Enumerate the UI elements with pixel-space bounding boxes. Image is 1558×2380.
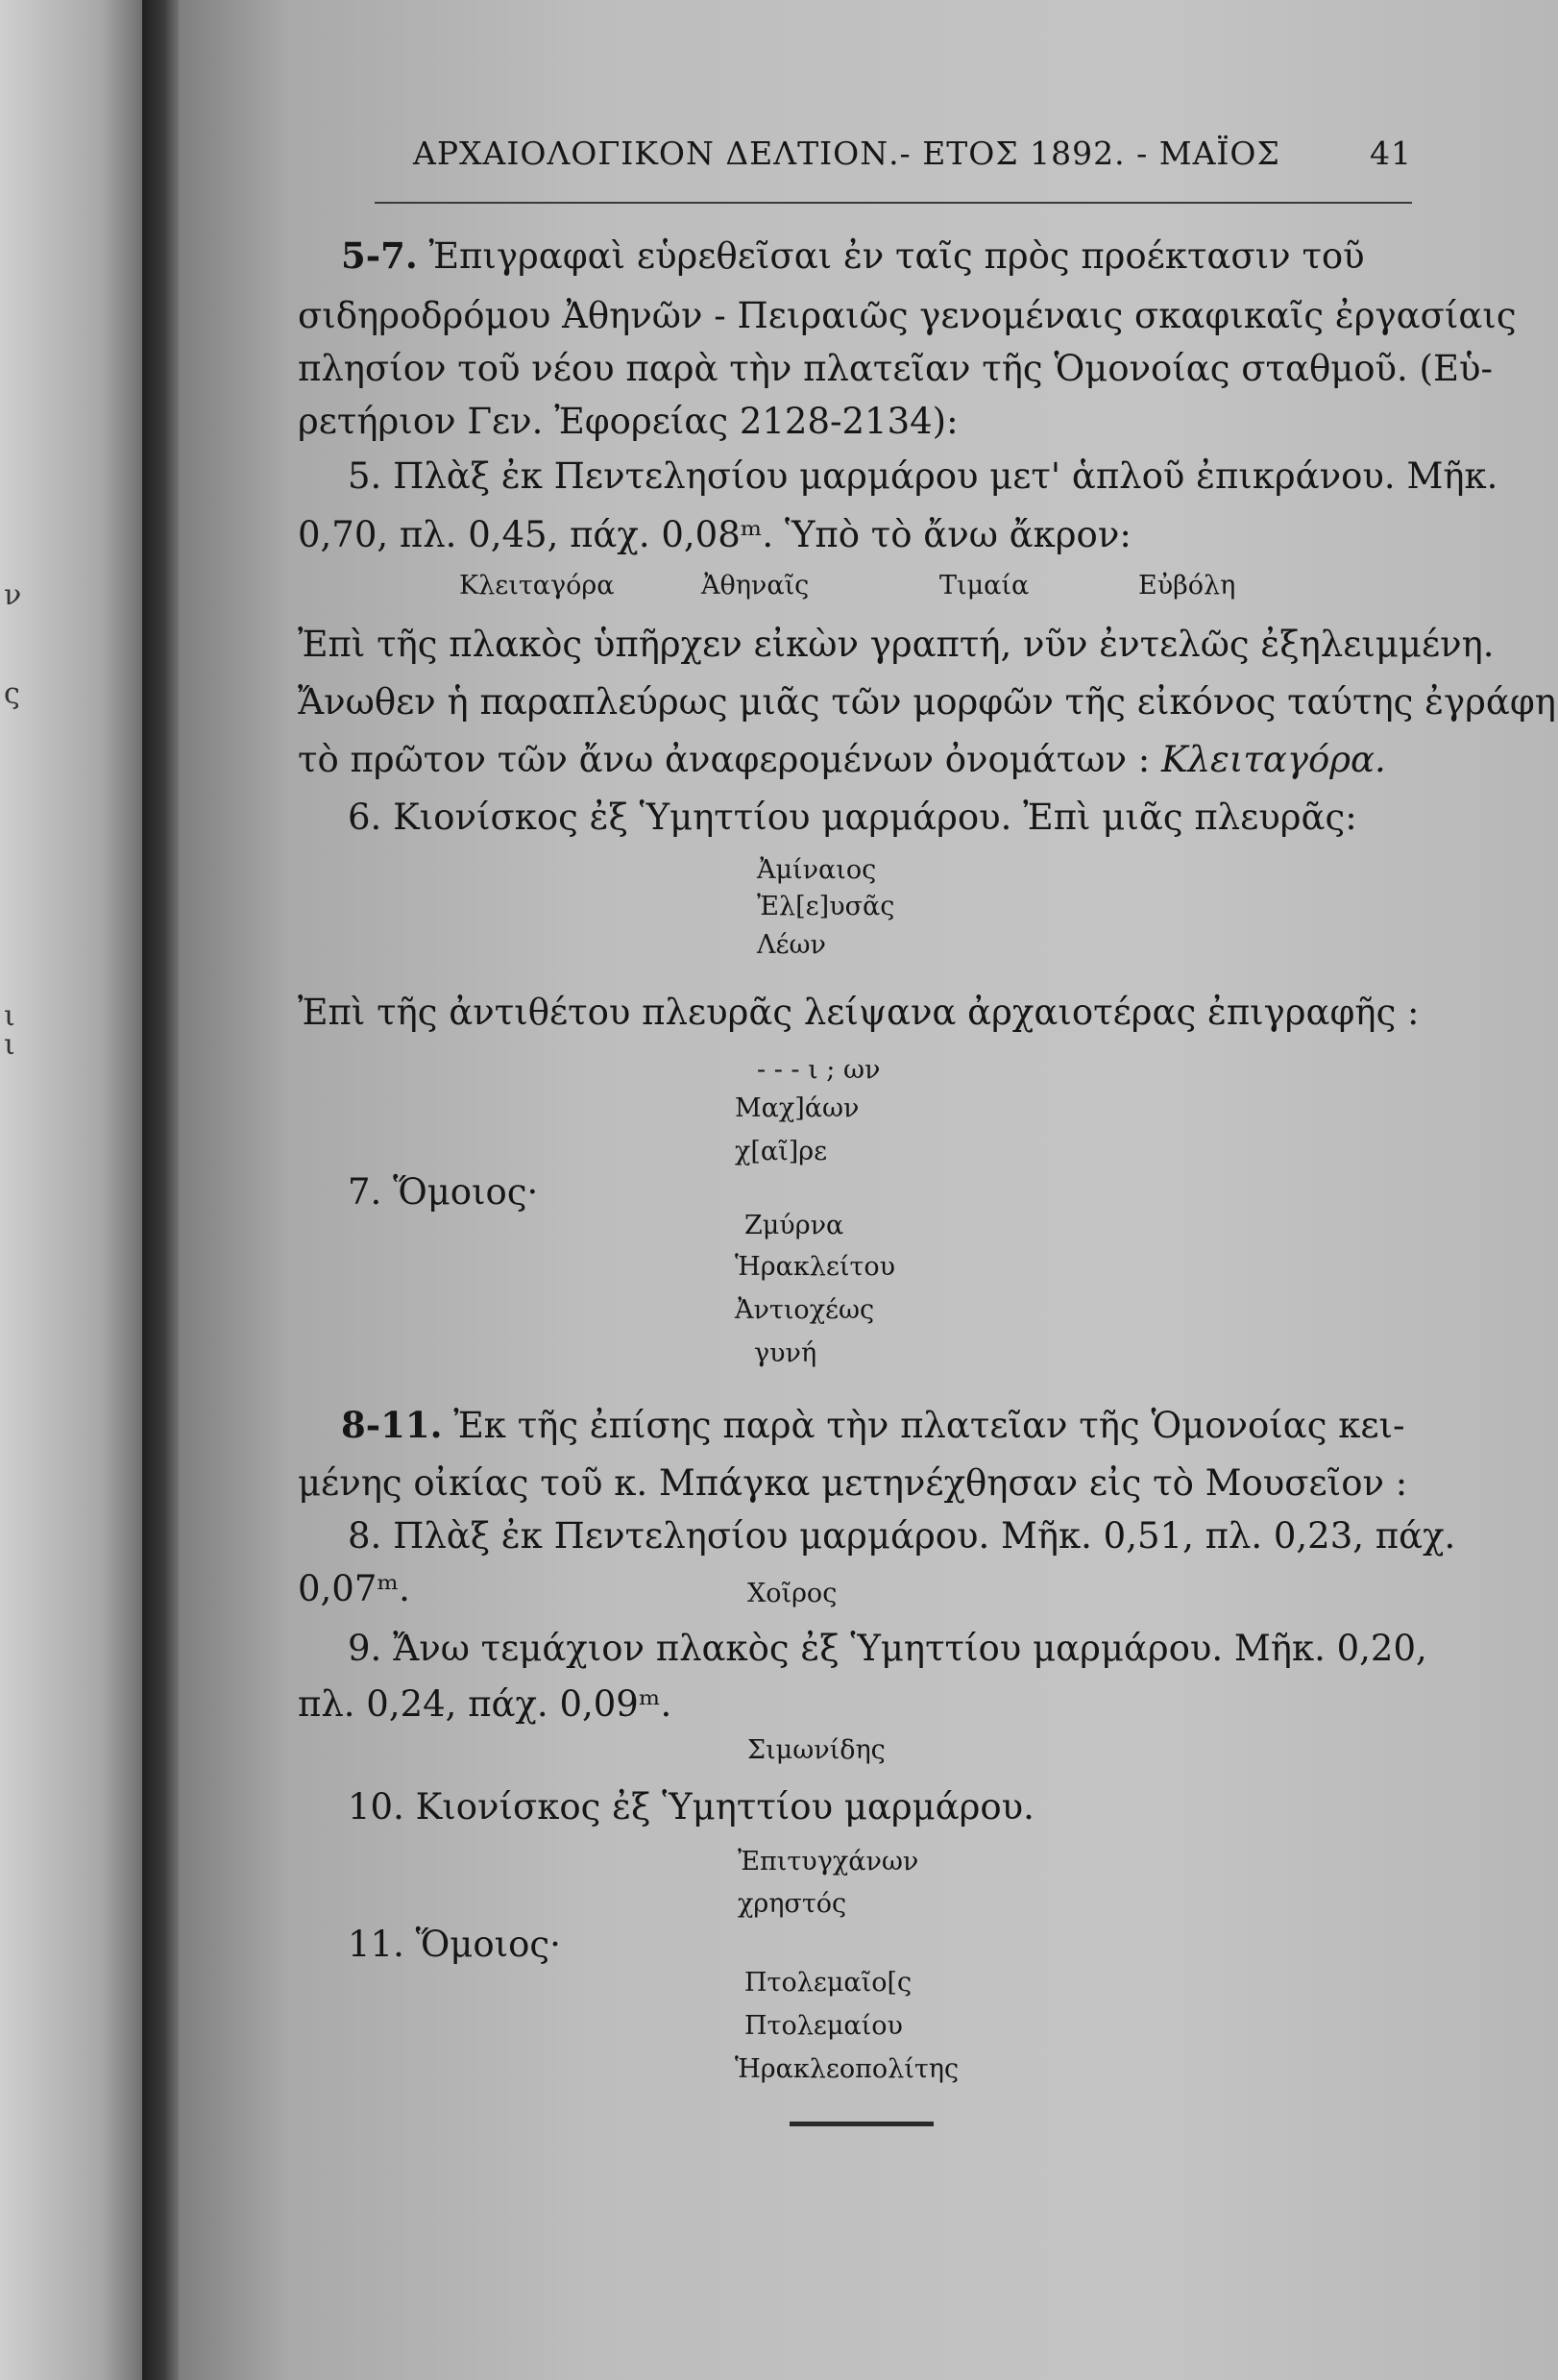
inscription-line: Ἀντιοχέως: [735, 1295, 875, 1325]
section-number: 5-7.: [341, 234, 418, 277]
text-line: Ἐπὶ τῆς ἀντιθέτου πλευρᾶς λείψανα ἀρχαιοτέρας ἐπιγραφῆς :: [298, 992, 1420, 1033]
text-line: ρετήριον Γεν. Ἐφορείας 2128-2134):: [298, 401, 959, 442]
item-6-description: 6. Κιονίσκος ἐξ Ὑμηττίου μαρμάρου. Ἐπὶ μιᾶς πλευρᾶς:: [348, 797, 1357, 838]
inscription-name: Ἀθηναῖς: [701, 571, 810, 601]
inscription-line: χ[αῖ]ρε: [735, 1137, 828, 1166]
item-5-dimensions: 0,70, πλ. 0,45, πάχ. 0,08ᵐ. Ὑπὸ τὸ ἄνω ἄκρον:: [298, 514, 1132, 555]
edge-letter: ι: [4, 999, 15, 1033]
inscription-line: Ἀμίναιος: [757, 855, 877, 885]
text-line: [298, 739, 1386, 780]
inscription-line: Ζμύρνα: [744, 1211, 844, 1240]
text-line: πλησίον τοῦ νέου παρὰ τὴν πλατεῖαν τῆς Ὁμονοίας σταθμοῦ. (Εὑ-: [298, 348, 1493, 389]
inscription-line: Ἐλ[ε]υσᾶς: [757, 892, 895, 921]
inscription-name: Κλειταγόρα: [459, 571, 615, 601]
emphasized-name: Κλειταγόρα.: [1160, 739, 1386, 780]
edge-letter: ν: [4, 578, 22, 612]
edge-letter: ς: [4, 677, 20, 711]
inscription-line: Πτολεμαίου: [744, 2011, 903, 2041]
closing-rule: [790, 2122, 934, 2126]
inscription-line: γυνή: [754, 1338, 817, 1368]
inscription-line: Σιμωνίδης: [747, 1735, 886, 1765]
section-text: Ἐκ τῆς ἐπίσης παρὰ τὴν πλατεῖαν τῆς Ὁμονοίας κει-: [453, 1405, 1405, 1446]
item-5-description: 5. Πλὰξ ἐκ Πεντελησίου μαρμάρου μετ' ἁπλοῦ ἐπικράνου. Μῆκ.: [348, 455, 1498, 497]
journal-title: ΑΡΧΑΙΟΛΟΓΙΚΟΝ ΔΕΛΤΙΟΝ.- ΕΤΟΣ 1892. - ΜΑΪΟΣ: [413, 135, 1280, 172]
section-heading-8-11: [341, 1404, 1405, 1446]
item-8-description: 8. Πλὰξ ἐκ Πεντελησίου μαρμάρου. Μῆκ. 0,51, πλ. 0,23, πάχ.: [348, 1515, 1456, 1557]
text-line: σιδηροδρόμου Ἀθηνῶν - Πειραιῶς γενομέναις σκαφικαῖς ἐργασίαις: [298, 295, 1517, 336]
adjacent-page-edge-text: [0, 0, 22, 2380]
text-line: Ἄνωθεν ἡ παραπλεύρως μιᾶς τῶν μορφῶν τῆς εἰκόνος ταύτης ἐγράφη: [298, 681, 1556, 723]
item-7-label: 7. Ὅμοιος·: [348, 1171, 539, 1213]
item-8-dimensions: 0,07ᵐ.: [298, 1568, 410, 1609]
inscription-name: Τιμαία: [939, 571, 1030, 601]
inscription-line: Χοῖρος: [747, 1579, 838, 1608]
item-10-description: 10. Κιονίσκος ἐξ Ὑμηττίου μαρμάρου.: [348, 1786, 1035, 1828]
section-number: 8-11.: [341, 1404, 443, 1446]
edge-letter: ι: [4, 1028, 15, 1062]
item-9-dimensions: πλ. 0,24, πάχ. 0,09ᵐ.: [298, 1683, 672, 1725]
inscription-line: Λέων: [757, 930, 826, 960]
inscription-line: χρηστός: [738, 1889, 847, 1919]
section-text: Ἐπιγραφαὶ εὑρεθεῖσαι ἐν ταῖς πρὸς προέκτασιν τοῦ: [428, 235, 1365, 277]
text-span: τὸ πρῶτον τῶν ἄνω ἀναφερομένων ὀνομάτων :: [298, 739, 1151, 780]
book-gutter: [142, 0, 181, 2380]
page-number: 41: [1370, 135, 1412, 172]
inscription-line: - - - ι ; ων: [757, 1055, 881, 1085]
inscription-line: Μαχ]άων: [735, 1093, 860, 1123]
inscription-name: Εὐβόλη: [1138, 571, 1236, 601]
text-line: Ἐπὶ τῆς πλακὸς ὑπῆρχεν εἰκὼν γραπτή, νῦν ἐντελῶς ἐξηλειμμένη.: [298, 624, 1495, 665]
inscription-line: Ἡρακλεοπολίτης: [735, 2054, 960, 2084]
text-line: μένης οἰκίας τοῦ κ. Μπάγκα μετηνέχθησαν εἰς τὸ Μουσεῖον :: [298, 1462, 1408, 1504]
inscription-line: Πτολεμαῖο[ς: [744, 1968, 913, 1998]
item-11-label: 11. Ὅμοιος·: [348, 1924, 561, 1965]
running-header: [413, 135, 1412, 183]
section-heading-5-7: [341, 234, 1365, 277]
inscription-line: Ἐπιτυγχάνων: [738, 1847, 919, 1877]
item-9-description: 9. Ἄνω τεμάχιον πλακὸς ἐξ Ὑμηττίου μαρμάρου. Μῆκ. 0,20,: [348, 1628, 1427, 1669]
header-rule: [375, 202, 1412, 204]
inscription-line: Ἡρακλείτου: [735, 1252, 896, 1282]
left-page-margin: [0, 0, 144, 2380]
